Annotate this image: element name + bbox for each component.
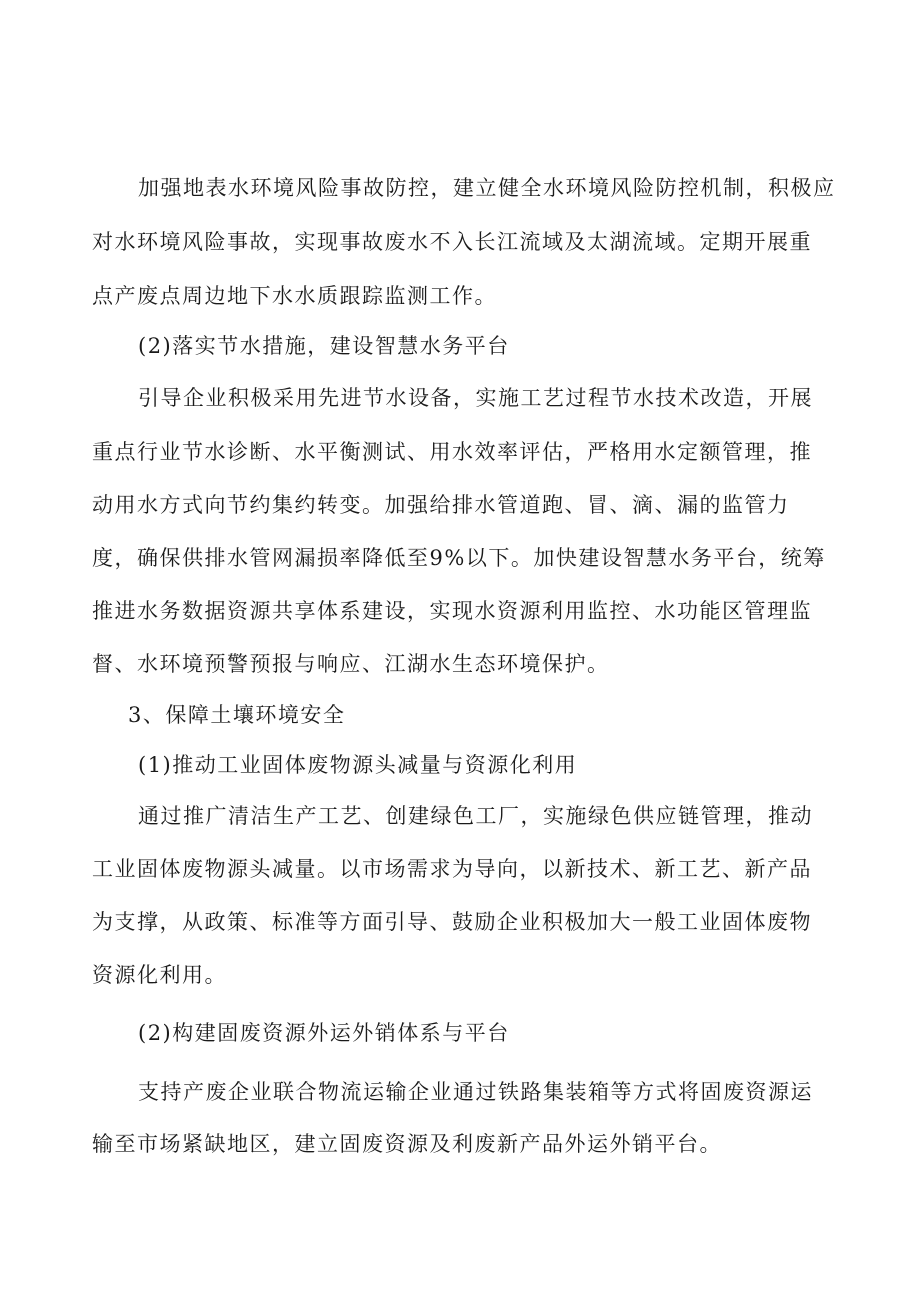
paragraph-3-line-1: 通过推广清洁生产工艺、创建绿色工厂，实施绿色供应链管理，推动 [138, 804, 813, 828]
paragraph-1-line-1: 加强地表水环境风险事故防控，建立健全水环境风险防控机制，积极应 [138, 176, 836, 200]
paragraph-2-line-5: 推进水务数据资源共享体系建设，实现水资源利用监控、水功能区管理监 [92, 599, 812, 623]
paragraph-3-line-2: 工业固体废物源头减量。以市场需求为导向，以新技术、新工艺、新产品 [92, 857, 812, 881]
subheading-water-saving: (2)落实节水措施，建设智慧水务平台 [138, 334, 510, 358]
paragraph-3-line-3: 为支撑，从政策、标准等方面引导、鼓励企业积极加大一般工业固体废物 [92, 910, 812, 934]
paragraph-2-line-4: 度，确保供排水管网漏损率降低至9%以下。加快建设智慧水务平台，统筹 [92, 546, 826, 570]
paragraph-1-line-2: 对水环境风险事故，实现事故废水不入长江流域及太湖流域。定期开展重 [92, 230, 812, 254]
subheading-solid-waste-reduction: (1)推动工业固体废物源头减量与资源化利用 [138, 753, 578, 777]
paragraph-2-line-1: 引导企业积极采用先进节水设备，实施工艺过程节水技术改造，开展 [138, 386, 813, 410]
paragraph-2-line-3: 动用水方式向节约集约转变。加强给排水管道跑、冒、滴、漏的监管力 [92, 493, 790, 517]
paragraph-4-line-1: 支持产废企业联合物流运输企业通过铁路集装箱等方式将固废资源运 [138, 1080, 813, 1104]
paragraph-1-line-3: 点产废点周边地下水水质跟踪监测工作。 [92, 284, 497, 308]
paragraph-4-line-2: 输至市场紧缺地区，建立固废资源及利废新产品外运外销平台。 [92, 1132, 722, 1156]
subheading-solid-waste-platform: (2)构建固废资源外运外销体系与平台 [138, 1021, 510, 1045]
paragraph-2-line-6: 督、水环境预警预报与响应、江湖水生态环境保护。 [92, 652, 610, 676]
paragraph-3-line-4: 资源化利用。 [92, 963, 227, 987]
paragraph-2-line-2: 重点行业节水诊断、水平衡测试、用水效率评估，严格用水定额管理，推 [92, 440, 812, 464]
section-heading-soil: 3、保障土壤环境安全 [128, 703, 346, 727]
